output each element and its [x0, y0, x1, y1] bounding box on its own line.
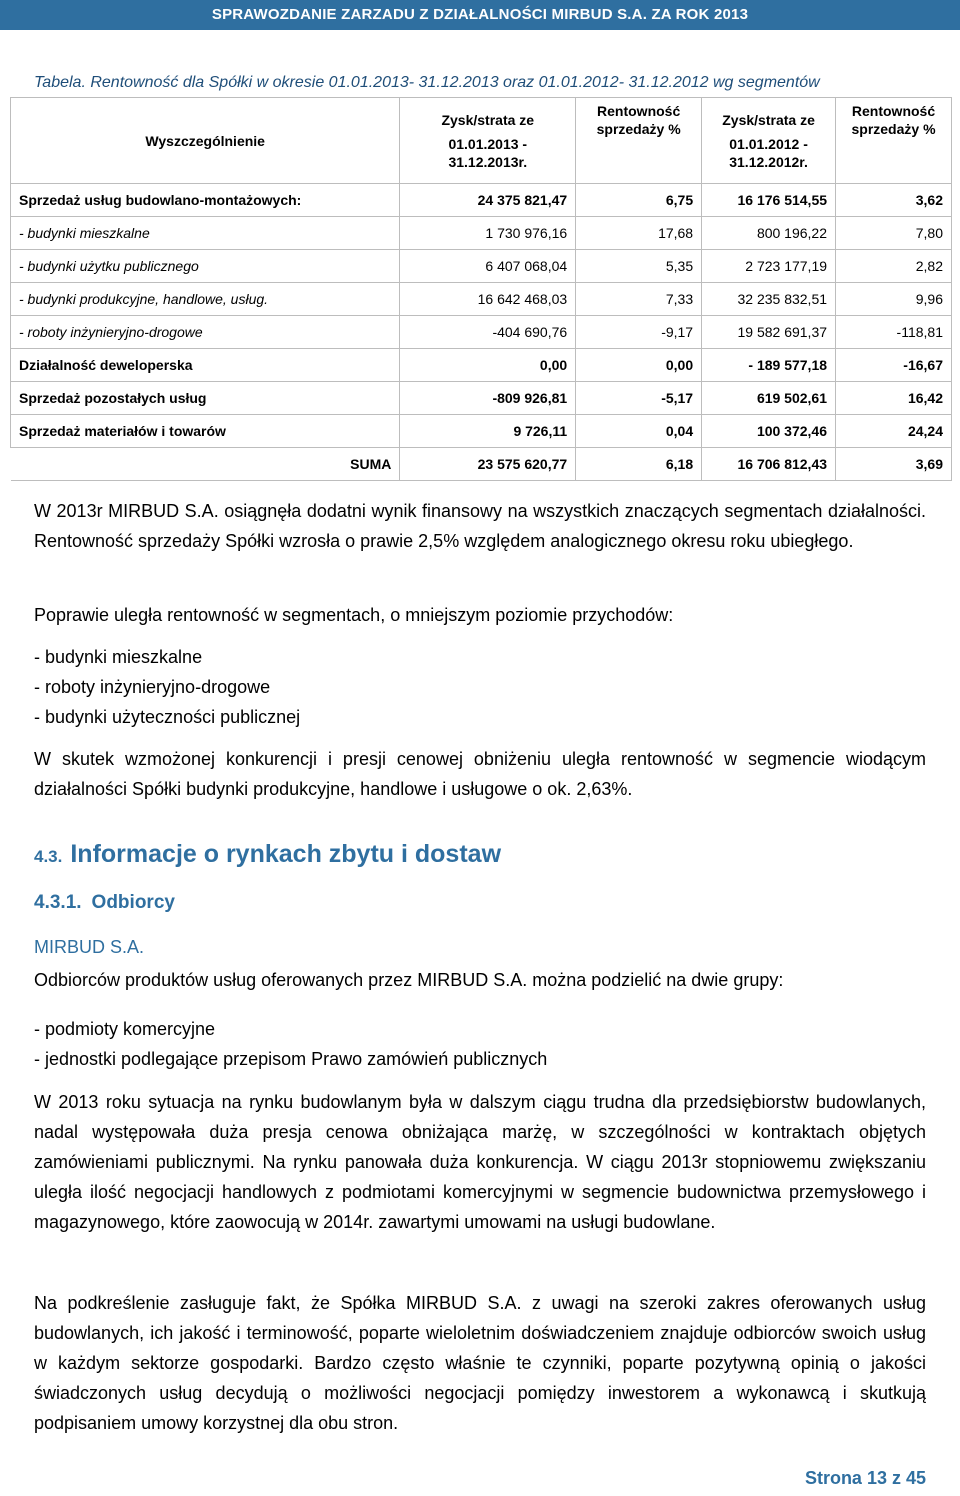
- table-sum-row: [11, 448, 952, 481]
- cell-profit-2012: - 189 577,18: [702, 349, 836, 382]
- cell-profit-2013: 0,00: [400, 349, 576, 382]
- cell-profit-2012: 19 582 691,37: [702, 316, 836, 349]
- sum-rent-2013: 6,18: [576, 448, 702, 481]
- sum-profit-2012: 16 706 812,43: [702, 448, 836, 481]
- row-label: Sprzedaż usług budowlano-montażowych:: [11, 184, 400, 217]
- sum-rent-2012: 3,69: [836, 448, 952, 481]
- header-profit-title: Zysk/strata ze: [441, 111, 535, 128]
- cell-rent-2013: 7,33: [576, 283, 702, 316]
- table-row: [11, 382, 952, 415]
- cell-profit-2012: 2 723 177,19: [702, 250, 836, 283]
- cell-rent-2012: 2,82: [836, 250, 952, 283]
- sum-label: SUMA: [11, 448, 400, 481]
- header-profit-2012: [702, 98, 836, 184]
- row-label: Sprzedaż pozostałych usług: [11, 382, 400, 415]
- cell-profit-2013: 24 375 821,47: [400, 184, 576, 217]
- header-period-2013: 01.01.2013 - 31.12.2013r.: [448, 135, 528, 170]
- header-period-2012: 01.01.2012 - 31.12.2012r.: [729, 135, 808, 170]
- paragraph-market-2013: W 2013 roku sytuacja na rynku budowlanym była w dalszym ciągu trudna dla przedsiębiorstw budowlanych, nadal występowała duża presja cenowa obniżająca marżę, w szczególności w kontraktach objętych zamówieniami publicznymi. Na rynku panowała duża konkurencja. W ciągu 2013r stopniowemu zwiększaniu uległa ilość negocjacji handlowych z podmiotami komercyjnymi w segmencie budownictwa przemysłowego i magazynowego, które zaowocują w 2014r. zawartymi umowami na usługi budowlane.: [34, 1092, 926, 1232]
- header-profit-title: Zysk/strata ze: [722, 111, 815, 128]
- table-row: [11, 217, 952, 250]
- cell-profit-2013: 9 726,11: [400, 415, 576, 448]
- row-label: Działalność deweloperska: [11, 349, 400, 382]
- improved-segments-list: [34, 642, 926, 732]
- cell-rent-2013: -9,17: [576, 316, 702, 349]
- cell-rent-2012: -16,67: [836, 349, 952, 382]
- table-row: [11, 316, 952, 349]
- cell-rent-2012: 9,96: [836, 283, 952, 316]
- page-number: Strona 13 z 45: [804, 1468, 926, 1488]
- table-row: [11, 415, 952, 448]
- recipient-groups-list: [34, 1014, 926, 1074]
- header-profit-2013: [400, 98, 576, 184]
- cell-profit-2012: 32 235 832,51: [702, 283, 836, 316]
- row-label: - roboty inżynieryjno-drogowe: [11, 316, 400, 349]
- subsection-title: Odbiorcy: [91, 892, 175, 913]
- report-header: SPRAWOZDANIE ZARZADU Z DZIAŁALNOŚCI MIRBUD S.A. ZA ROK 2013: [0, 0, 960, 30]
- segment-profitability-table: [10, 97, 952, 481]
- row-label: Sprzedaż materiałów i towarów: [11, 415, 400, 448]
- cell-profit-2012: 16 176 514,55: [702, 184, 836, 217]
- cell-rent-2012: 3,62: [836, 184, 952, 217]
- table-row: [11, 250, 952, 283]
- section-number: 4.3.: [34, 847, 63, 866]
- list-item: - jednostki podlegające przepisom Prawo zamówień publicznych: [34, 1049, 548, 1069]
- list-item: - budynki mieszkalne: [34, 647, 203, 667]
- row-label: - budynki użytku publicznego: [11, 250, 400, 283]
- cell-rent-2013: 17,68: [576, 217, 702, 250]
- cell-profit-2013: 6 407 068,04: [400, 250, 576, 283]
- cell-rent-2013: -5,17: [576, 382, 702, 415]
- list-item: - roboty inżynieryjno-drogowe: [34, 677, 271, 697]
- cell-profit-2012: 800 196,22: [702, 217, 836, 250]
- cell-rent-2012: 24,24: [836, 415, 952, 448]
- sum-profit-2013: 23 575 620,77: [400, 448, 576, 481]
- list-item: - podmioty komercyjne: [34, 1019, 216, 1039]
- paragraph-summary: W 2013r MIRBUD S.A. osiągnęła dodatni wynik finansowy na wszystkich znaczących segmentach działalności. Rentowność sprzedaży Spółki wzrosła o prawie 2,5% względem analogicznego okresu roku ubiegłego.: [34, 501, 926, 551]
- cell-rent-2012: 7,80: [836, 217, 952, 250]
- header-rent-2013: Rentowność sprzedaży %: [576, 98, 702, 184]
- subsection-heading: [34, 892, 175, 914]
- header-rent-2012: Rentowność sprzedaży %: [836, 98, 952, 184]
- cell-rent-2013: 0,04: [576, 415, 702, 448]
- company-name: MIRBUD S.A.: [34, 937, 145, 957]
- row-label: - budynki mieszkalne: [11, 217, 400, 250]
- paragraph-improvement: Poprawie uległa rentowność w segmentach, o mniejszym poziomie przychodów:: [34, 605, 674, 625]
- cell-profit-2013: 16 642 468,03: [400, 283, 576, 316]
- table-header-row: [11, 98, 952, 184]
- section-title: Informacje o rynkach zbytu i dostaw: [70, 840, 502, 868]
- list-item: - budynki użyteczności publicznej: [34, 707, 301, 727]
- cell-rent-2013: 5,35: [576, 250, 702, 283]
- cell-rent-2013: 6,75: [576, 184, 702, 217]
- cell-profit-2012: 100 372,46: [702, 415, 836, 448]
- paragraph-highlight: Na podkreślenie zasługuje fakt, że Spółka MIRBUD S.A. z uwagi na szeroki zakres oferowanych usług budowlanych, ich jakość i terminowość, poparte wieloletnim doświadczeniem znajduje odbiorców swoich usług w każdym sektorze gospodarki. Bardzo często właśnie te czynniki, poparte pozytywną opinią o jakości świadczonych usług decydują o możliwości negocjacji pomiędzy inwestorem a wykonawcą i skutkują podpisaniem umowy korzystnej dla obu stron.: [34, 1293, 926, 1433]
- subsection-number: 4.3.1.: [34, 892, 82, 913]
- cell-rent-2012: 16,42: [836, 382, 952, 415]
- cell-profit-2012: 619 502,61: [702, 382, 836, 415]
- table-row: [11, 349, 952, 382]
- cell-profit-2013: 1 730 976,16: [400, 217, 576, 250]
- cell-rent-2012: -118,81: [836, 316, 952, 349]
- row-label: - budynki produkcyjne, handlowe, usług.: [11, 283, 400, 316]
- section-heading: [34, 840, 501, 869]
- header-label: Wyszczególnienie: [11, 98, 400, 184]
- cell-profit-2013: -404 690,76: [400, 316, 576, 349]
- table-row: [11, 184, 952, 217]
- paragraph-recipients: Odbiorców produktów usług oferowanych przez MIRBUD S.A. można podzielić na dwie grupy:: [34, 970, 784, 990]
- table-caption: Tabela. Rentowność dla Spółki w okresie 01.01.2013- 31.12.2013 oraz 01.01.2012- 31.12.2012 wg segmentów: [34, 74, 820, 91]
- cell-profit-2013: -809 926,81: [400, 382, 576, 415]
- paragraph-competition: W skutek wzmożonej konkurencji i presji cenowej obniżeniu uległa rentowność w segmencie wiodącym działalności Spółki budynki produkcyjne, handlowe i usługowe o ok. 2,63%.: [34, 749, 926, 799]
- table-row: [11, 283, 952, 316]
- cell-rent-2013: 0,00: [576, 349, 702, 382]
